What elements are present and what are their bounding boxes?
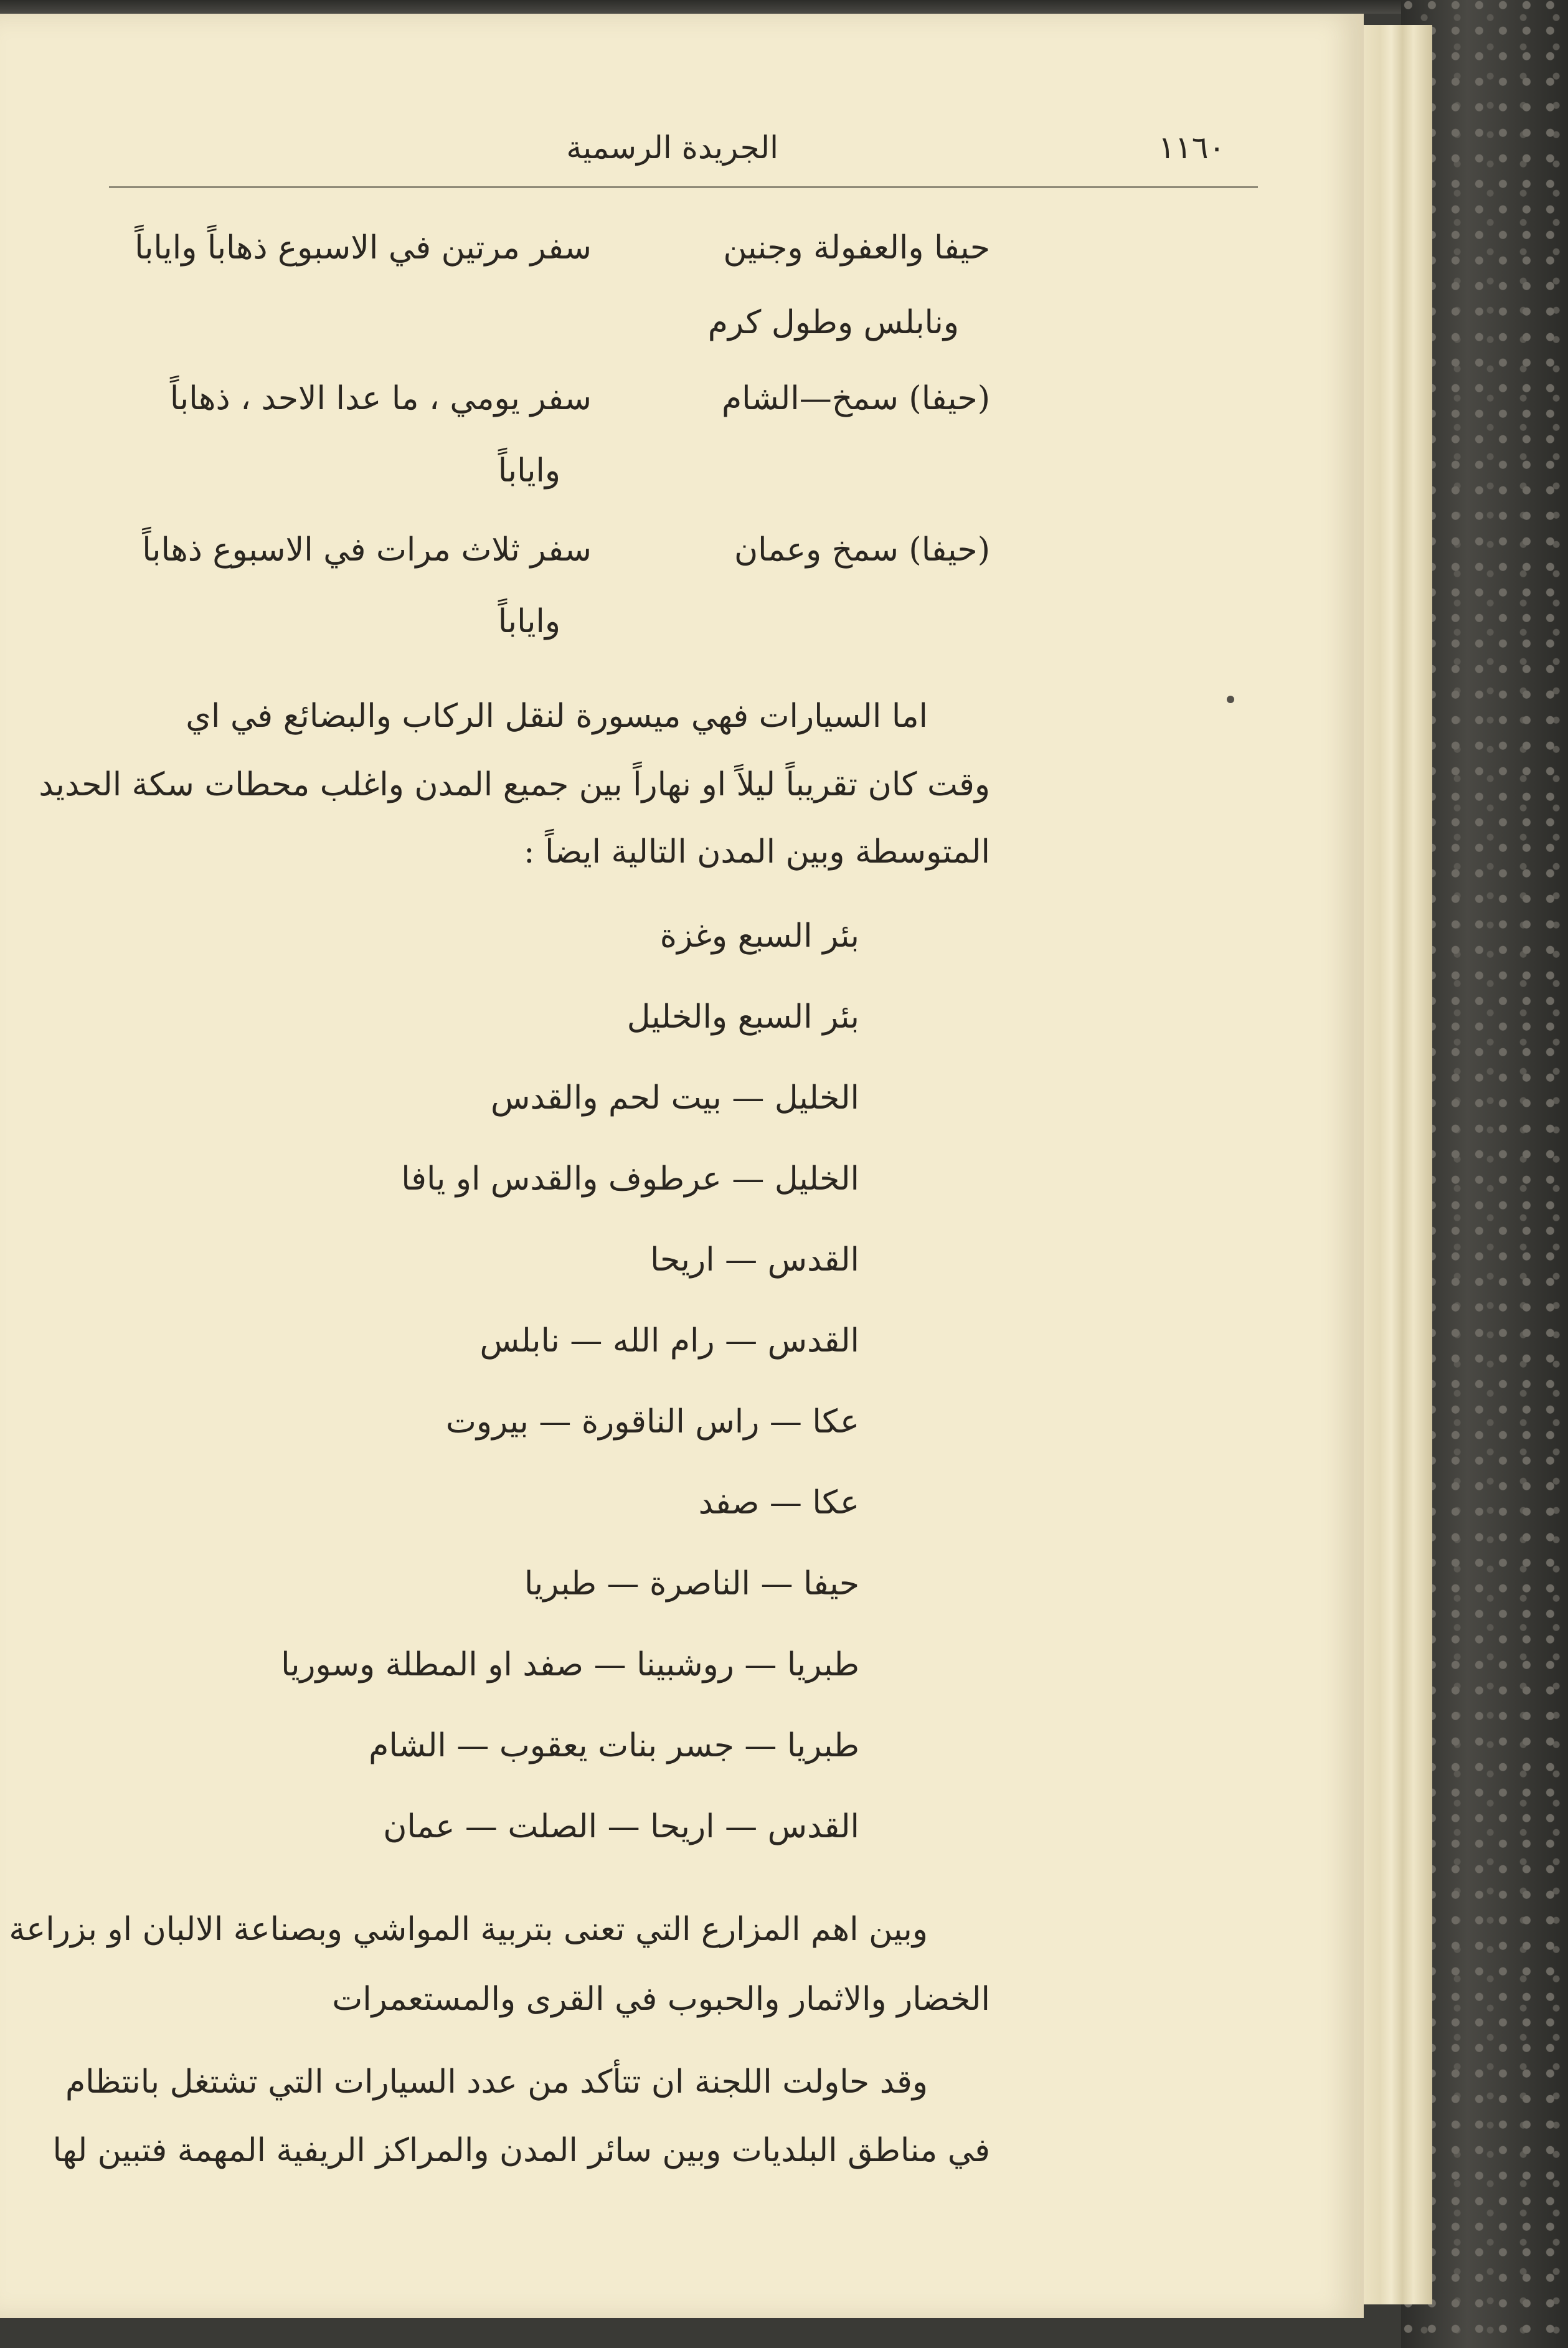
route-list-item: بئر السبع والخليل (626, 998, 859, 1036)
paragraph-line: وقد حاولت اللجنة ان تتأكد من عدد السيارات التي تشتغل بانتظام (65, 2063, 928, 2101)
paragraph-line: وقت كان تقريباً ليلاً او نهاراً بين جميع المدن واغلب محطات سكة الحديد (39, 766, 990, 803)
schedule-frequency: سفر ثلاث مرات في الاسبوع ذهاباً (142, 531, 592, 569)
route-list-item: حيفا — الناصرة — طبريا (524, 1565, 859, 1602)
route-list-item: القدس — اريحا (650, 1241, 859, 1279)
scan-background-top (0, 0, 1568, 14)
schedule-route: (حيفا) سمخ وعمان (734, 531, 990, 569)
route-list-item: عكا — راس الناقورة — بيروت (445, 1403, 859, 1441)
schedule-frequency-cont: واياباً (498, 603, 560, 640)
route-list-item: بئر السبع وغزة (659, 917, 859, 955)
route-list-item: عكا — صفد (698, 1484, 859, 1522)
route-list-item: طبريا — روشبينا — صفد او المطلة وسوريا (281, 1646, 859, 1683)
header-rule (109, 186, 1258, 188)
document-page (0, 14, 1364, 2318)
route-list-item: الخليل — عرطوف والقدس او يافا (401, 1160, 859, 1198)
route-list-item: القدس — رام الله — نابلس (479, 1322, 859, 1360)
paragraph-line: الخضار والاثمار والحبوب في القرى والمستعمرات (332, 1981, 990, 2018)
route-list-item: طبريا — جسر بنات يعقوب — الشام (369, 1727, 859, 1764)
schedule-route: حيفا والعفولة وجنين (723, 229, 990, 267)
route-list-item: القدس — اريحا — الصلت — عمان (383, 1808, 859, 1845)
schedule-frequency-cont: واياباً (498, 452, 560, 490)
schedule-route: (حيفا) سمخ—الشام (721, 380, 990, 417)
page-edges (1358, 25, 1432, 2304)
paragraph-line: وبين اهم المزارع التي تعنى بتربية المواشي وبصناعة الالبان او بزراعة (9, 1911, 928, 1948)
ink-mark (1227, 696, 1234, 703)
paragraph-line: في مناطق البلديات وبين سائر المدن والمراكز الريفية المهمة فتبين لها (52, 2132, 990, 2169)
route-list-item: الخليل — بيت لحم والقدس (491, 1079, 859, 1117)
page-title: الجريدة الرسمية (566, 130, 778, 166)
paragraph-line: المتوسطة وبين المدن التالية ايضاً : (524, 833, 990, 871)
schedule-frequency: سفر مرتين في الاسبوع ذهاباً واياباً (135, 229, 592, 267)
paragraph-line: اما السيارات فهي ميسورة لنقل الركاب والبضائع في اي (186, 698, 928, 735)
schedule-route: ونابلس وطول كرم (707, 304, 959, 341)
page-number: ١١٦٠ (1158, 130, 1226, 166)
schedule-frequency: سفر يومي ، ما عدا الاحد ، ذهاباً (169, 380, 592, 417)
